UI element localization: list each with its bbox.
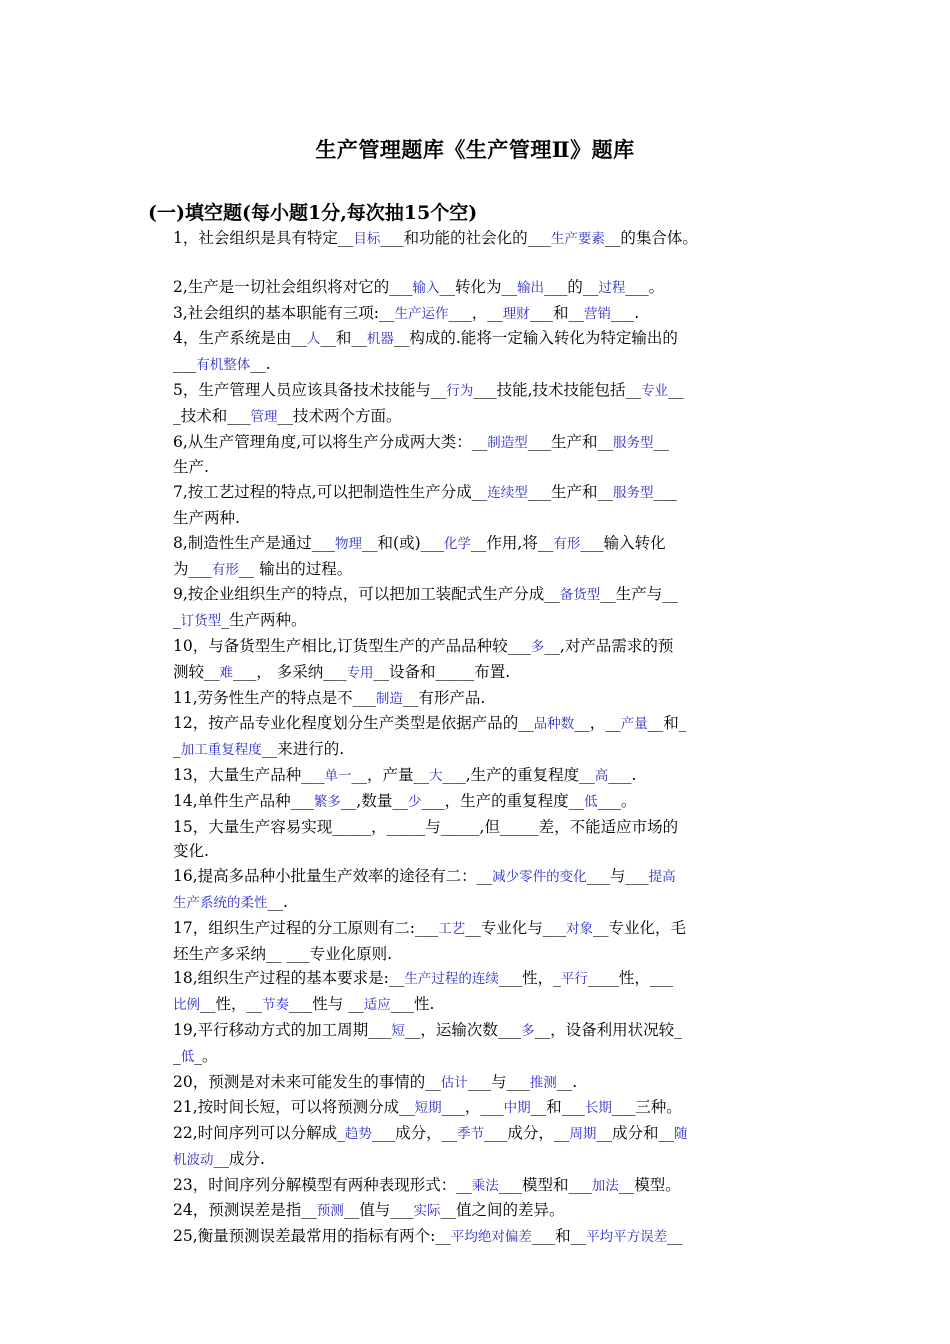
question-line bbox=[173, 686, 813, 712]
question-text: __构成的.能将一定输入转化为特定输出的 bbox=[393, 329, 678, 348]
question-line bbox=[173, 634, 813, 660]
question-text: 17，组织生产过程的分工原则有二:___ bbox=[173, 918, 439, 937]
question-text: ___. bbox=[608, 765, 637, 784]
question-line bbox=[173, 1224, 813, 1250]
answer-text: 短 bbox=[391, 1022, 405, 1039]
answer-text: 有机整体 bbox=[196, 357, 251, 374]
question-text: _ bbox=[173, 740, 181, 759]
question-text: _生产两种。 bbox=[221, 611, 307, 630]
question-text: __性，__ bbox=[200, 995, 263, 1014]
question-text: ___成分，__ bbox=[484, 1124, 570, 1143]
question-text: 13，大量生产品种___ bbox=[173, 765, 325, 784]
question-line bbox=[173, 275, 813, 301]
answer-text: 行为 bbox=[446, 382, 474, 399]
question-text: 19,平行移动方式的加工周期___ bbox=[173, 1020, 392, 1039]
question-text: 7,按工艺过程的特点,可以把制造性生产分成__ bbox=[173, 483, 488, 502]
answer-text: 节奏 bbox=[262, 997, 290, 1014]
question-text: 8,制造性生产是通过___ bbox=[173, 533, 336, 552]
question-text: ___模型和___ bbox=[498, 1175, 592, 1194]
question-text: 16,提高多品种小批量生产效率的途径有二：__ bbox=[173, 867, 493, 886]
question-text: 为___ bbox=[173, 559, 212, 578]
question-text: __和___ bbox=[530, 1098, 585, 1117]
question-text: ___和功能的社会化的___ bbox=[380, 229, 551, 247]
question-text: __生产与__ bbox=[600, 585, 678, 604]
section-heading: (一)填空题(每小题1分,每次抽15个空) bbox=[148, 202, 478, 224]
question-text: ___ bbox=[653, 483, 677, 502]
answer-text: 专用 bbox=[346, 664, 374, 681]
question-text: 1，社会组织是具有特定 bbox=[173, 229, 338, 247]
question-line bbox=[173, 480, 813, 506]
question-line bbox=[173, 1070, 813, 1096]
question-text: ___。 bbox=[597, 791, 637, 810]
answer-text: 少 bbox=[407, 793, 422, 810]
question-text: __模型。 bbox=[618, 1175, 681, 1194]
question-text: ___， 多采纳___ bbox=[233, 662, 347, 681]
question-text: 变化. bbox=[173, 842, 209, 861]
question-text: __作用,将__ bbox=[470, 533, 554, 552]
question-text: __，__ bbox=[574, 714, 621, 733]
question-text: 2,生产是一切社会组织将对它的___ bbox=[173, 277, 413, 296]
answer-text: 生产要素 bbox=[550, 231, 605, 247]
answer-text: 提高 bbox=[648, 869, 676, 886]
question-text: __,对产品需求的预 bbox=[544, 636, 674, 655]
question-text: _ bbox=[173, 611, 181, 630]
answer-text: 低 bbox=[180, 1048, 195, 1065]
question-text: 测较__ bbox=[173, 662, 220, 681]
question-text: ___，__ bbox=[448, 303, 503, 322]
question-line bbox=[173, 660, 813, 686]
answer-text: 预测 bbox=[316, 1203, 344, 1220]
question-text: ___与___ bbox=[467, 1072, 530, 1091]
question-text: ___。 bbox=[625, 277, 665, 296]
question-text: 11,劳务性生产的特点是不___ bbox=[173, 688, 376, 707]
question-text: ___,生产的重复程度__ bbox=[442, 765, 595, 784]
question-text: ___和__ bbox=[531, 1227, 587, 1246]
question-text: __来进行的. bbox=[261, 740, 345, 759]
question-text: __有形产品. bbox=[402, 688, 486, 707]
question-line bbox=[173, 966, 813, 992]
answer-text: 减少零件的变化 bbox=[492, 869, 587, 886]
question-line bbox=[173, 839, 813, 864]
answer-text: 有形 bbox=[211, 561, 239, 578]
question-line bbox=[173, 890, 813, 916]
page-title: 生产管理题库《生产管理Ⅱ》题库 bbox=[315, 137, 635, 162]
question-line bbox=[173, 942, 813, 967]
answer-text: 难 bbox=[219, 664, 234, 681]
question-line bbox=[173, 737, 813, 763]
question-text: ___成分，__ bbox=[371, 1124, 458, 1143]
question-text: 生产. bbox=[173, 458, 209, 477]
answer-text: 输入 bbox=[412, 279, 440, 296]
question-text: ___和__ bbox=[529, 303, 585, 322]
answer-text: 短期 bbox=[414, 1100, 442, 1117]
question-text: _技术和___ bbox=[173, 406, 251, 425]
question-line bbox=[173, 711, 813, 737]
answer-text: 繁多 bbox=[313, 793, 341, 810]
question-text: 9,按企业组织生产的特点，可以把加工装配式生产分成__ bbox=[173, 585, 560, 604]
answer-text: 目标 bbox=[353, 231, 381, 247]
question-text: 24，预测误差是指__ bbox=[173, 1201, 317, 1220]
answer-text: 备货型 bbox=[559, 587, 601, 604]
answer-text: 制造型 bbox=[487, 434, 528, 451]
question-text: 22,时间序列可以分解成_ bbox=[173, 1124, 345, 1143]
answer-text: 比例 bbox=[173, 997, 200, 1014]
answer-text: 随 bbox=[673, 1126, 688, 1143]
answer-text: 平均平方误差 bbox=[586, 1229, 668, 1246]
answer-text: 长期 bbox=[584, 1100, 612, 1117]
answer-text: 多 bbox=[521, 1022, 535, 1039]
answer-text: 化学 bbox=[443, 535, 471, 552]
question-text: __成分. bbox=[213, 1149, 265, 1168]
answer-text: 估计 bbox=[440, 1074, 468, 1091]
question-text: __和_ bbox=[647, 714, 687, 733]
question-line bbox=[173, 992, 813, 1018]
question-line bbox=[173, 1147, 813, 1173]
question-text: __，产量__ bbox=[351, 765, 429, 784]
question-text: 6,从生产管理角度,可以将生产分成两大类：__ bbox=[173, 432, 488, 451]
question-line bbox=[173, 430, 813, 456]
answer-text: 高 bbox=[594, 767, 609, 784]
question-text: __技术两个方面。 bbox=[277, 406, 402, 425]
question-text: __. bbox=[250, 355, 271, 374]
answer-text: 实际 bbox=[413, 1203, 441, 1220]
answer-text: 趋势 bbox=[344, 1126, 372, 1143]
answer-text: 服务型 bbox=[612, 485, 654, 502]
question-line bbox=[173, 1018, 813, 1044]
question-line bbox=[173, 763, 813, 789]
question-text: 15，大量生产容易实现_____，_____与_____,但_____差，不能适应市场的 bbox=[173, 817, 679, 836]
question-text: ___的__ bbox=[544, 277, 599, 296]
answer-text: 专业 bbox=[641, 382, 669, 399]
answer-text: 生产运作 bbox=[394, 305, 449, 322]
question-text: ___三种。 bbox=[611, 1098, 682, 1117]
question-text: 5，生产管理人员应该具备技术技能与__ bbox=[173, 380, 447, 399]
question-text: __专业化与___ bbox=[465, 918, 566, 937]
answer-text: 机波动 bbox=[173, 1151, 214, 1168]
question-text: 14,单件生产品种___ bbox=[173, 791, 314, 810]
answer-text: 管理 bbox=[250, 408, 278, 425]
answer-text: 加法 bbox=[591, 1177, 619, 1194]
question-text: ___性. bbox=[390, 995, 435, 1014]
question-text: 12，按产品专业化程度划分生产类型是依据产品的__ bbox=[173, 714, 534, 733]
question-text: ___性，_ bbox=[498, 969, 561, 988]
answer-text: 输出 bbox=[517, 279, 545, 296]
answer-text: 乘法 bbox=[471, 1177, 499, 1194]
question-line bbox=[173, 378, 813, 404]
answer-text: 机器 bbox=[366, 331, 394, 348]
answer-text: 有形 bbox=[553, 535, 581, 552]
answer-text: 周期 bbox=[569, 1126, 597, 1143]
answer-text: 对象 bbox=[565, 920, 593, 937]
question-text: __的集合体。 bbox=[604, 229, 698, 247]
question-text: ___，生产的重复程度__ bbox=[421, 791, 585, 810]
question-text: 25,衡量预测误差最常用的指标有两个:__ bbox=[173, 1227, 451, 1246]
question-line bbox=[173, 608, 813, 634]
answer-text: 加工重复程度 bbox=[180, 742, 262, 759]
question-text: __. bbox=[267, 892, 288, 911]
question-line bbox=[173, 1198, 813, 1224]
answer-text: 理财 bbox=[502, 305, 530, 322]
question-text: 23，时间序列分解模型有两种表现形式：__ bbox=[173, 1175, 472, 1194]
question-text: ___性与 __ bbox=[289, 995, 364, 1014]
question-text: 坯生产多采纳__ ___专业化原则. bbox=[173, 944, 393, 963]
question-text: __，运输次数___ bbox=[404, 1020, 522, 1039]
question-line bbox=[173, 506, 813, 531]
question-line bbox=[173, 815, 813, 840]
question-line bbox=[173, 301, 813, 327]
question-text: __成分和__ bbox=[596, 1124, 674, 1143]
answer-text: 过程 bbox=[598, 279, 626, 296]
answer-text: 订货型 bbox=[180, 613, 222, 630]
question-text: __ bbox=[337, 229, 354, 247]
question-text: 18,组织生产过程的基本要求是:__ bbox=[173, 969, 405, 988]
question-text: __ bbox=[653, 432, 669, 451]
answer-text: 多 bbox=[530, 638, 545, 655]
question-line bbox=[173, 455, 813, 480]
question-text: __. bbox=[556, 1072, 578, 1091]
question-text: __,数量__ bbox=[340, 791, 408, 810]
question-text: __ bbox=[667, 1227, 683, 1246]
answer-text: 适应 bbox=[363, 997, 391, 1014]
answer-text: 产量 bbox=[620, 716, 648, 733]
question-text: ___输入转化 bbox=[580, 533, 666, 552]
question-text: ___，___ bbox=[441, 1098, 504, 1117]
answer-text: 人 bbox=[306, 331, 321, 348]
question-line bbox=[173, 531, 813, 557]
question-text: __值之间的差异。 bbox=[440, 1201, 565, 1220]
question-line bbox=[173, 557, 813, 583]
question-text: 10，与备货型生产相比,订货型生产的产品品种较___ bbox=[173, 636, 531, 655]
question-line bbox=[173, 1121, 813, 1147]
answer-text: 生产系统的柔性 bbox=[173, 894, 268, 911]
answer-text: 工艺 bbox=[438, 920, 466, 937]
answer-text: 平均绝对偏差 bbox=[450, 1229, 532, 1246]
answer-text: 单一 bbox=[324, 767, 352, 784]
question-list bbox=[173, 226, 813, 1250]
question-text: ___技能,技术技能包括__ bbox=[473, 380, 642, 399]
question-text: 4，生产系统是由__ bbox=[173, 329, 307, 348]
question-text: __专业化，毛 bbox=[592, 918, 686, 937]
answer-text: 物理 bbox=[335, 535, 363, 552]
question-text: 21,按时间长短，可以将预测分成__ bbox=[173, 1098, 415, 1117]
answer-text: 季节 bbox=[457, 1126, 485, 1143]
answer-text: 中期 bbox=[503, 1100, 531, 1117]
question-line bbox=[173, 1044, 813, 1070]
question-line bbox=[173, 582, 813, 608]
answer-text: 生产过程的连续 bbox=[404, 971, 499, 988]
question-text: __转化为__ bbox=[439, 277, 518, 296]
question-line bbox=[173, 1173, 813, 1199]
question-line bbox=[173, 352, 813, 378]
question-text: ___与___ bbox=[586, 867, 649, 886]
question-text: ___ bbox=[173, 355, 197, 374]
question-text: 20，预测是对未来可能发生的事情的__ bbox=[173, 1072, 441, 1091]
question-line bbox=[173, 326, 813, 352]
question-text: ___生产和__ bbox=[527, 483, 613, 502]
answer-text: 低 bbox=[584, 793, 598, 810]
question-text: 生产两种. bbox=[173, 508, 240, 527]
question-line bbox=[173, 226, 813, 252]
question-line bbox=[173, 789, 813, 815]
question-text: __ 输出的过程。 bbox=[238, 559, 353, 578]
answer-text: 服务型 bbox=[612, 434, 654, 451]
question-line bbox=[173, 1095, 813, 1121]
question-text: _。 bbox=[194, 1046, 218, 1065]
answer-text: 制造 bbox=[375, 690, 403, 707]
question-text: __值与___ bbox=[343, 1201, 414, 1220]
question-text: __，设备利用状况较_ bbox=[534, 1020, 682, 1039]
question-text: ___生产和__ bbox=[527, 432, 613, 451]
question-text: __设备和_____布置. bbox=[373, 662, 511, 681]
answer-text: 营销 bbox=[584, 305, 612, 322]
answer-text: 大 bbox=[429, 767, 443, 784]
question-line bbox=[173, 404, 813, 430]
question-text: 3,社会组织的基本职能有三项:__ bbox=[173, 303, 395, 322]
question-line bbox=[173, 916, 813, 942]
question-text: __ bbox=[668, 380, 684, 399]
question-line bbox=[173, 864, 813, 890]
question-text: __和__ bbox=[320, 329, 367, 348]
answer-text: 品种数 bbox=[533, 716, 575, 733]
answer-text: 平行 bbox=[560, 971, 588, 988]
question-text: ___. bbox=[611, 303, 640, 322]
question-text: _ bbox=[173, 1046, 181, 1065]
question-text: ____性，___ bbox=[587, 969, 674, 988]
answer-text: 连续型 bbox=[487, 485, 528, 502]
question-text: __和(或)___ bbox=[362, 533, 444, 552]
answer-text: 推测 bbox=[529, 1074, 557, 1091]
